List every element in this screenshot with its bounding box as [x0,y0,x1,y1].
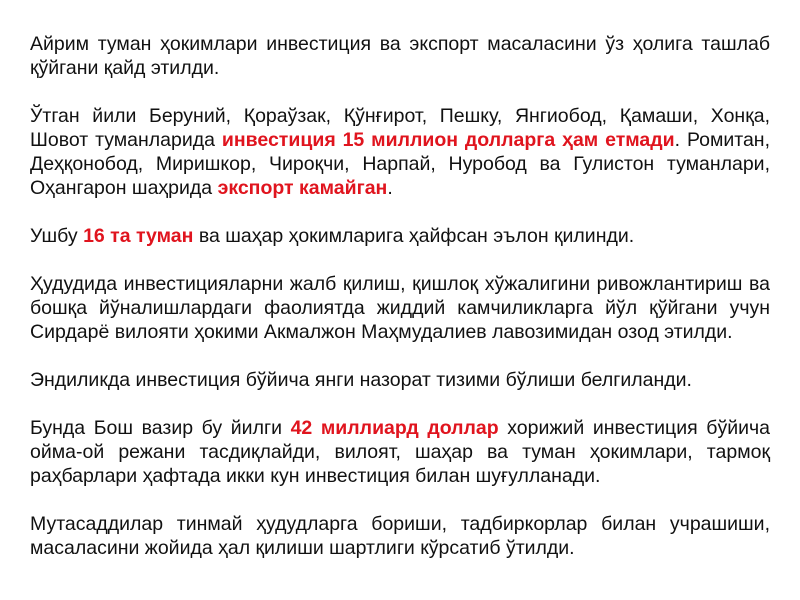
paragraph-3-text-after: ва шаҳар ҳокимларига ҳайфсан эълон қилинди. [193,225,635,247]
paragraph-1-text: Айрим туман ҳокимлари инвестиция ва экспорт масаласини ўз ҳолига ташлаб қўйгани қайд этилди. [30,33,770,79]
paragraph-4-text: Ҳудудида инвестицияларни жалб қилиш, қишлоқ хўжалигини ривожлантириш ва бошқа йўналишлардаги фаолиятда жиддий камчиликларга йўл қўйгани учун Сирдарё вилояти ҳокими Акмалжон Маҳмудалиев лавозимидан озод этилди. [30,273,770,343]
paragraph-4 [30,272,770,344]
document-body [30,32,770,584]
export-highlight: экспорт камайган [217,177,388,199]
paragraph-2-text-middle: . Ромитан, Деҳқонобод, Миришкор, Чироқчи, Нарпай, Нуробод ва Гулистон туманлари, Оҳангарон шаҳрида [30,129,770,199]
paragraph-6-text-after: хорижий инвестиция бўйича ойма-ой режани тасдиқлайди, вилоят, шаҳар ва туман ҳокимлари, тармоқ раҳбарлари ҳафтада икки кун инвестиция билан шуғулланади. [30,417,770,487]
paragraph-3 [30,224,770,248]
paragraph-5-text: Эндиликда инвестиция бўйича янги назорат тизими бўлиши белгиланди. [30,369,692,391]
investment-amount-highlight: 42 миллиард доллар [290,417,499,439]
paragraph-7-text: Мутасаддилар тинмай ҳудудларга бориши, тадбиркорлар билан учрашиши, масаласини жойида ҳал қилиши шартлиги кўрсатиб ўтилди. [30,513,770,559]
paragraph-6-text-before: Бунда Бош вазир бу йилги [30,417,291,439]
paragraph-3-text-before: Ушбу [30,225,84,247]
paragraph-1 [30,32,770,80]
paragraph-2-text-before: Ўтган йили Беруний, Қораўзак, Қўнғирот, Пешку, Янгиобод, Қамаши, Хонқа, Шовот туманларида [30,105,770,151]
paragraph-6 [30,416,770,488]
paragraph-2-text-after: . [387,177,393,199]
paragraph-7 [30,512,770,560]
paragraph-5 [30,368,770,392]
paragraph-2 [30,104,770,200]
districts-count-highlight: 16 та туман [83,225,194,247]
investment-highlight: инвестиция 15 миллион долларга ҳам етмади [221,129,675,151]
